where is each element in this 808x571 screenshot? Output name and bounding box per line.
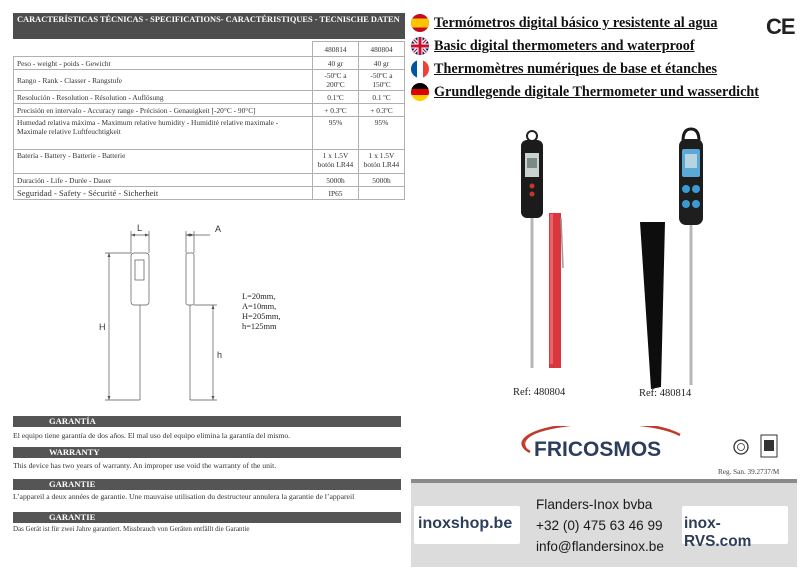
row-value: 5000h — [359, 174, 405, 187]
table-row — [14, 70, 405, 91]
table-row — [14, 150, 405, 174]
ce-mark: CE — [766, 14, 795, 39]
row-value: 5000h — [313, 174, 359, 187]
row-label: Resolución - Resolution - Résolution - Auflösung — [14, 91, 313, 104]
email-address[interactable]: info@flandersinox.be — [536, 539, 664, 554]
uk-flag-icon — [411, 37, 429, 55]
thermometer-480814-image — [635, 127, 705, 392]
spain-flag-icon — [411, 14, 429, 32]
row-value: 1 x 1.5V botón LR44 — [359, 150, 405, 174]
title-de: Grundlegende digitale Thermometer und wasserdicht — [411, 82, 759, 102]
row-value — [359, 187, 405, 200]
title-es: Termómetros digital básico y resistente al agua — [411, 13, 717, 33]
table-row — [14, 187, 405, 200]
title-fr: Thermomètres numériques de base et étanches — [411, 59, 717, 79]
table-row — [14, 57, 405, 70]
table-row — [14, 42, 405, 57]
france-flag-icon — [411, 60, 429, 78]
dim-label-H: H — [99, 322, 106, 332]
warranty-title-de: GARANTIE — [13, 512, 401, 523]
row-value: 95% — [313, 117, 359, 150]
inox-rvs-badge[interactable]: inox-RVS.com — [682, 506, 788, 544]
row-value: + 0.3ºC — [313, 104, 359, 117]
dim-label-A: A — [215, 224, 222, 234]
dimensions-list — [242, 292, 280, 332]
ref-480814: Ref: 480814 — [639, 388, 692, 399]
dimension-line: A=10mm, — [242, 302, 277, 311]
row-value: -50ºC a 200ºC — [313, 70, 359, 91]
spec-table — [13, 41, 405, 200]
spec-table-header: CARACTERÍSTICAS TÉCNICAS - SPECIFICATIONS- CARACTÉRISTIQUES - TECNISCHE DATEN — [13, 13, 405, 39]
warranty-text-es: El equipo tiene garantía de dos años. El mal uso del equipo elimina la garantía del mismo. — [13, 431, 291, 440]
warranty-text-de: Das Gerät ist für zwei Jahre garantiert. Missbrauch von Geräten entfällt die Garantie — [13, 525, 250, 533]
row-label: Precisión en intervalo - Accuracy range - Précision - Genauigkeit [-20°C - 90°C] — [14, 104, 313, 117]
company-name: Flanders-Inox bvba — [536, 497, 653, 512]
ref-480804: Ref: 480804 — [513, 387, 566, 398]
phone-number[interactable]: +32 (0) 475 63 46 99 — [536, 518, 663, 533]
row-value: -50ºC a 150ºC — [359, 70, 405, 91]
row-label: Batería - Battery - Batterie - Batterie — [14, 150, 313, 174]
title-en: Basic digital thermometers and waterproof — [411, 36, 695, 56]
row-label: Humedad relativa máxima - Maximum relative humidity - Humidité relative maximale - Maximale relative Luftfeuchtigkeit — [14, 117, 313, 150]
row-value: 0.1 ºC — [359, 91, 405, 104]
row-label: Peso - weight - poids - Gewicht — [14, 57, 313, 70]
germany-flag-icon — [411, 83, 429, 101]
fricosmos-logo — [520, 426, 695, 464]
warranty-text-en: This device has two years of warranty. An improper use void the warranty of the unit. — [13, 461, 277, 470]
svg-text:FRICOSMOS: FRICOSMOS — [534, 438, 662, 461]
technical-drawing — [95, 218, 235, 408]
warranty-title-fr: GARANTIE — [13, 479, 401, 490]
warranty-text-fr: L’appareil a deux années de garantie. Une mauvaise utilisation du destructeur annulera la garantie de l’appareil — [13, 492, 355, 501]
warranty-title-es: GARANTÍA — [13, 416, 401, 427]
model-header: 480804 — [359, 42, 405, 57]
registration-number: Reg. San. 39.2737/M — [718, 468, 780, 476]
row-value: 40 gr — [313, 57, 359, 70]
dim-label-L: L — [137, 223, 143, 233]
table-row — [14, 174, 405, 187]
row-value: 40 gr — [359, 57, 405, 70]
warranty-title-en: WARRANTY — [13, 447, 401, 458]
row-label: Rango - Rank - Classer - Rangstufe — [14, 70, 313, 91]
row-label: Duración - Life - Durée - Dauer — [14, 174, 313, 187]
row-value: 95% — [359, 117, 405, 150]
dimension-line: h=125mm — [242, 322, 277, 331]
row-value: IP65 — [313, 187, 359, 200]
thermometer-480804-image — [505, 128, 575, 373]
dimension-line: L=20mm, — [242, 292, 276, 301]
table-row — [14, 104, 405, 117]
certification-logos — [731, 432, 783, 462]
row-value: 1 x 1.5V botón LR44 — [313, 150, 359, 174]
footer-strip — [411, 479, 797, 483]
table-row — [14, 91, 405, 104]
dim-label-h: h — [217, 350, 223, 360]
inoxshop-badge[interactable]: inoxshop.be — [414, 506, 520, 544]
model-header: 480814 — [313, 42, 359, 57]
dimension-line: H=205mm, — [242, 312, 281, 321]
row-value: + 0.3ºC — [359, 104, 405, 117]
row-label: Seguridad - Safety - Sécurité - Sicherheit — [14, 187, 313, 200]
row-value: 0.1ºC — [313, 91, 359, 104]
table-row — [14, 117, 405, 150]
